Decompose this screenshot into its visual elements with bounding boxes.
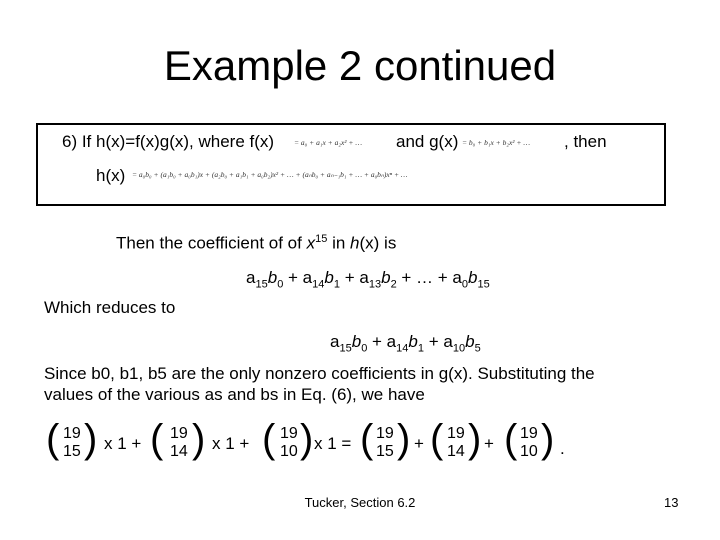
statement-line1-a: 6) If h(x)=f(x)g(x), where f(x): [62, 132, 275, 151]
binom4-top: 19: [376, 425, 394, 442]
binomial-equation: [0, 417, 720, 469]
coefficient-var: x: [306, 233, 316, 253]
right-paren: ): [84, 417, 98, 461]
reduced-expression: $a_{15}b_0 + a_{14}b_1 + a_{10}b_5$: [330, 332, 481, 355]
left-paren: (: [150, 417, 164, 461]
left-paren: (: [262, 417, 276, 461]
left-paren: (: [360, 417, 374, 461]
operator-5: +: [484, 434, 494, 453]
sum-expression: $a_{15}b_0 + a_{14}b_1 + a_{13}b_2$ + … + $a_0b_{15}$: [246, 268, 490, 291]
coefficient-prefix: Then the coefficient of of: [116, 233, 307, 253]
right-paren: ): [468, 417, 482, 461]
operator-3: x 1 =: [314, 434, 352, 453]
since-line-2: values of the various as and bs in Eq. (6), we have: [44, 385, 425, 404]
coefficient-mid: in: [327, 233, 351, 253]
statement-line1-b: and g(x): [396, 132, 459, 151]
operator-1: x 1 +: [104, 434, 142, 453]
reduces-label: Which reduces to: [44, 298, 176, 317]
coefficient-suffix: is: [379, 233, 397, 253]
coefficient-h: h: [350, 233, 360, 253]
left-paren: (: [504, 417, 518, 461]
right-paren: ): [541, 417, 555, 461]
coefficient-sentence: [116, 233, 396, 254]
slide-title: Example 2 continued: [163, 42, 557, 89]
binom3-bottom: 10: [280, 443, 298, 460]
f-series-formula: = a₀ + a₁x + a₂x² + …: [294, 138, 363, 147]
statement-line1-c: , then: [564, 132, 607, 151]
binom2-bottom: 14: [170, 443, 188, 460]
binom3-top: 19: [280, 425, 298, 442]
page-number: 13: [664, 495, 679, 510]
h-series-formula: = a₀b₀ + (a₁b₀ + a₀b₁)x + (a₂b₀ + a₁b₁ + a₀b₂)x² + … + (aₙb₀ + aₙ₋₁b₁ + … + a₀bₙ)xⁿ + …: [132, 170, 408, 179]
footer-citation: Tucker, Section 6.2: [304, 495, 416, 510]
left-paren: (: [430, 417, 444, 461]
binom2-top: 19: [170, 425, 188, 442]
binom6-top: 19: [520, 425, 538, 442]
statement-line2-a: h(x): [96, 166, 126, 185]
g-series-formula: = b₀ + b₁x + b₂x² + …: [462, 138, 531, 147]
binom5-bottom: 14: [447, 443, 465, 460]
operator-4: +: [414, 434, 424, 453]
right-paren: ): [397, 417, 411, 461]
operator-2: x 1 +: [212, 434, 250, 453]
coefficient-exp: 15: [315, 233, 328, 245]
binom1-bottom: 15: [63, 443, 81, 460]
binom4-bottom: 15: [376, 443, 394, 460]
right-paren: ): [192, 417, 206, 461]
since-line-1: Since b0, b1, b5 are the only nonzero coefficients in g(x). Substituting the: [44, 364, 595, 383]
equation-end: .: [560, 439, 565, 458]
right-paren: ): [300, 417, 314, 461]
coefficient-hx-arg: (x): [359, 233, 380, 253]
left-paren: (: [46, 417, 60, 461]
binom6-bottom: 10: [520, 443, 538, 460]
binom5-top: 19: [447, 425, 465, 442]
binom1-top: 19: [63, 425, 81, 442]
